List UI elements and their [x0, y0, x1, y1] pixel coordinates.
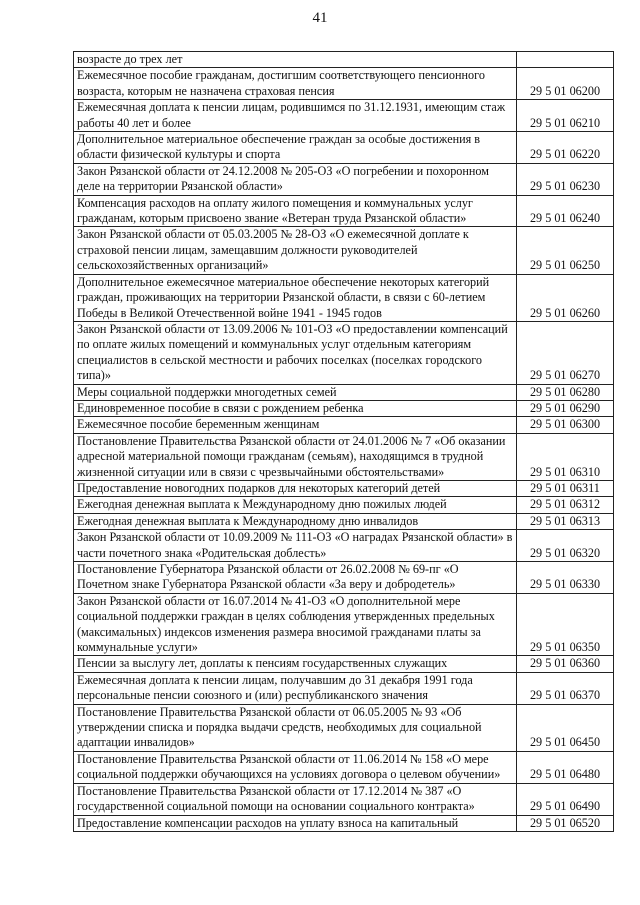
- expense-name-cell: Дополнительное ежемесячное материальное обеспечение некоторых категорий граждан, проживающих на территории Рязанской области, в связи с 60-летием Победы в Великой Отечественной войне 1941 - 1945 годов: [74, 274, 517, 321]
- table-row: [74, 704, 614, 751]
- classification-code-cell: 29 5 01 06311: [517, 480, 614, 496]
- expense-name-cell: Ежемесячная доплата к пенсии лицам, родившимся по 31.12.1931, имеющим стаж работы 40 лет и более: [74, 100, 517, 132]
- expense-name-cell: Закон Рязанской области от 24.12.2008 № 205-ОЗ «О погребении и похоронном деле на территории Рязанской области»: [74, 163, 517, 195]
- classification-code-cell: 29 5 01 06270: [517, 321, 614, 384]
- table-row: [74, 195, 614, 227]
- expense-name-cell: Закон Рязанской области от 13.09.2006 № 101-ОЗ «О предоставлении компенсаций по оплате жилых помещений и коммунальных услуг отдельным категориям специалистов в сельской местности и рабочих поселках (поселках городского типа)»: [74, 321, 517, 384]
- table-row: [74, 100, 614, 132]
- table-row: [74, 480, 614, 496]
- classification-code-cell: 29 5 01 06313: [517, 513, 614, 529]
- classification-code-cell: 29 5 01 06330: [517, 562, 614, 594]
- expense-name-cell: Закон Рязанской области от 05.03.2005 № 28-ОЗ «О ежемесячной доплате к страховой пенсии лицам, замещавшим должности руководителей сельскохозяйственных организаций»: [74, 227, 517, 274]
- page-number: 41: [312, 10, 328, 26]
- expense-name-cell: Ежегодная денежная выплата к Международному дню инвалидов: [74, 513, 517, 529]
- classification-code-cell: 29 5 01 06310: [517, 433, 614, 480]
- classification-code-cell: 29 5 01 06250: [517, 227, 614, 274]
- table-row: [74, 513, 614, 529]
- expense-name-cell: Пенсии за выслугу лет, доплаты к пенсиям государственных служащих: [74, 656, 517, 672]
- classification-code-cell: 29 5 01 06312: [517, 497, 614, 513]
- classification-code-cell: 29 5 01 06320: [517, 530, 614, 562]
- table-body: [74, 52, 614, 832]
- table-row: [74, 815, 614, 831]
- table-row: [74, 321, 614, 384]
- expense-name-cell: Ежегодная денежная выплата к Международному дню пожилых людей: [74, 497, 517, 513]
- classification-code-cell: 29 5 01 06210: [517, 100, 614, 132]
- expense-name-cell: возрасте до трех лет: [74, 52, 517, 68]
- expense-name-cell: Меры социальной поддержки многодетных семей: [74, 384, 517, 400]
- table-row: [74, 52, 614, 68]
- table-row: [74, 751, 614, 783]
- table-row: [74, 417, 614, 433]
- classification-code-cell: 29 5 01 06260: [517, 274, 614, 321]
- expense-name-cell: Постановление Правительства Рязанской области от 11.06.2014 № 158 «О мере социальной поддержки обучающихся на условиях договора о целевом обучении»: [74, 751, 517, 783]
- table-row: [74, 672, 614, 704]
- expense-name-cell: Постановление Правительства Рязанской области от 17.12.2014 № 387 «О государственной социальной помощи на основании социального контракта»: [74, 783, 517, 815]
- classification-code-cell: 29 5 01 06240: [517, 195, 614, 227]
- table-row: [74, 163, 614, 195]
- expense-name-cell: Закон Рязанской области от 16.07.2014 № 41-ОЗ «О дополнительной мере социальной поддержки граждан в целях соблюдения утвержденных предельных (максимальных) индексов изменения размера вносимой гражданами платы за коммунальные услуги»: [74, 593, 517, 656]
- table-row: [74, 384, 614, 400]
- classification-code-cell: 29 5 01 06200: [517, 68, 614, 100]
- table-row: [74, 783, 614, 815]
- expense-name-cell: Ежемесячное пособие беременным женщинам: [74, 417, 517, 433]
- expense-name-cell: Постановление Губернатора Рязанской области от 26.02.2008 № 69-пг «О Почетном знаке Губернатора Рязанской области «За веру и добродетель»: [74, 562, 517, 594]
- table-row: [74, 132, 614, 164]
- table-row: [74, 433, 614, 480]
- classification-code-cell: [517, 52, 614, 68]
- table-row: [74, 274, 614, 321]
- table-row: [74, 68, 614, 100]
- expense-name-cell: Ежемесячное пособие гражданам, достигшим соответствующего пенсионного возраста, которым не назначена страховая пенсия: [74, 68, 517, 100]
- classification-code-cell: 29 5 01 06370: [517, 672, 614, 704]
- classification-code-cell: 29 5 01 06290: [517, 400, 614, 416]
- classification-code-cell: 29 5 01 06490: [517, 783, 614, 815]
- table-row: [74, 497, 614, 513]
- expense-name-cell: Закон Рязанской области от 10.09.2009 № 111-ОЗ «О наградах Рязанской области» в части почетного знака «Родительская доблесть»: [74, 530, 517, 562]
- table-row: [74, 227, 614, 274]
- classification-code-cell: 29 5 01 06300: [517, 417, 614, 433]
- expense-name-cell: Дополнительное материальное обеспечение граждан за особые достижения в области физической культуры и спорта: [74, 132, 517, 164]
- expense-name-cell: Предоставление новогодних подарков для некоторых категорий детей: [74, 480, 517, 496]
- expense-name-cell: Предоставление компенсации расходов на уплату взноса на капитальный: [74, 815, 517, 831]
- table-row: [74, 400, 614, 416]
- expense-name-cell: Компенсация расходов на оплату жилого помещения и коммунальных услуг гражданам, которым присвоено звание «Ветеран труда Рязанской области»: [74, 195, 517, 227]
- table-row: [74, 530, 614, 562]
- classification-code-cell: 29 5 01 06220: [517, 132, 614, 164]
- classification-code-cell: 29 5 01 06520: [517, 815, 614, 831]
- expense-name-cell: Ежемесячная доплата к пенсии лицам, получавшим до 31 декабря 1991 года персональные пенсии союзного и (или) республиканского значения: [74, 672, 517, 704]
- table-row: [74, 562, 614, 594]
- classification-code-cell: 29 5 01 06450: [517, 704, 614, 751]
- classification-code-cell: 29 5 01 06230: [517, 163, 614, 195]
- budget-classification-table: [73, 51, 614, 832]
- table-row: [74, 593, 614, 656]
- expense-name-cell: Единовременное пособие в связи с рождением ребенка: [74, 400, 517, 416]
- classification-code-cell: 29 5 01 06280: [517, 384, 614, 400]
- table-row: [74, 656, 614, 672]
- classification-code-cell: 29 5 01 06350: [517, 593, 614, 656]
- classification-code-cell: 29 5 01 06360: [517, 656, 614, 672]
- expense-name-cell: Постановление Правительства Рязанской области от 06.05.2005 № 93 «Об утверждении списка и порядка выдачи средств, необходимых для социальной адаптации инвалидов»: [74, 704, 517, 751]
- expense-name-cell: Постановление Правительства Рязанской области от 24.01.2006 № 7 «Об оказании адресной материальной помощи гражданам (семьям), находящимся в трудной жизненной ситуации или в связи с чрезвычайными обстоятельствами»: [74, 433, 517, 480]
- classification-code-cell: 29 5 01 06480: [517, 751, 614, 783]
